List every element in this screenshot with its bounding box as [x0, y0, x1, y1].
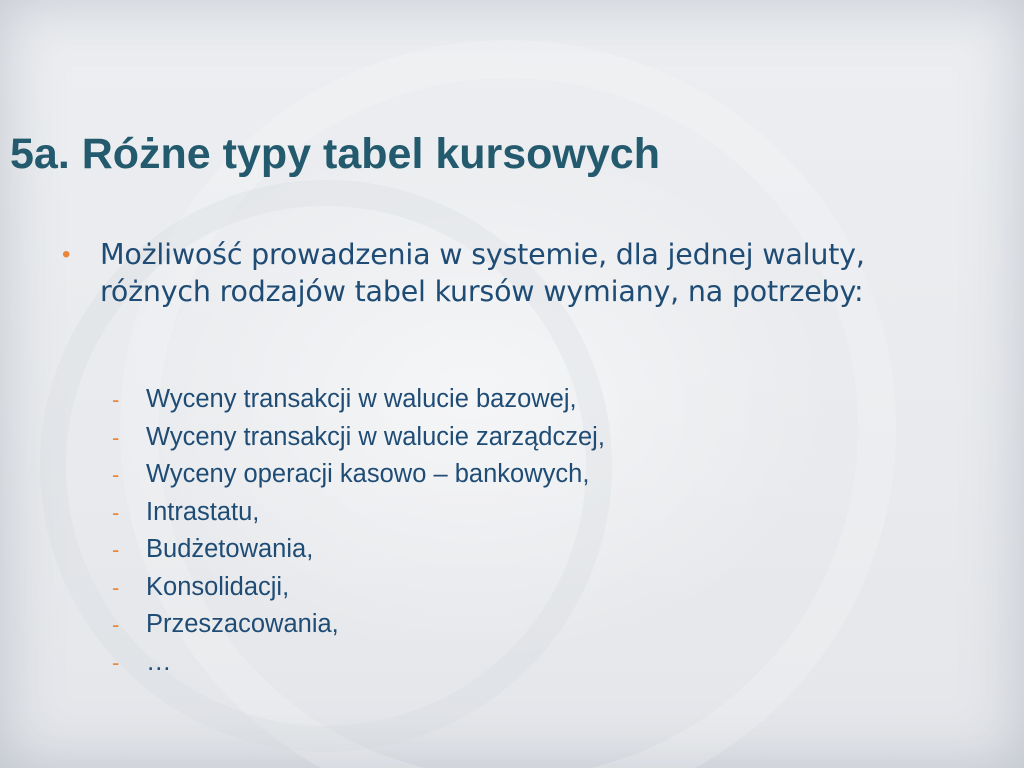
dash-marker: -	[112, 387, 120, 412]
list-item	[112, 610, 605, 648]
dash-marker: -	[112, 649, 120, 675]
list-item-text: Konsolidacji,	[146, 572, 290, 601]
list-item-text: Wyceny operacji kasowo – bankowych,	[146, 460, 590, 488]
sub-list	[112, 385, 605, 685]
list-item	[112, 498, 605, 536]
dash-marker: -	[112, 462, 120, 487]
dash-marker: -	[112, 537, 120, 562]
list-item	[112, 385, 605, 423]
dash-marker: -	[112, 574, 120, 600]
bullet-marker: •	[62, 241, 71, 268]
list-item	[112, 460, 605, 498]
dash-marker: -	[112, 499, 120, 525]
main-bullet-text: Możliwość prowadzenia w systemie, dla jednej waluty, różnych rodzajów tabel kursów wymiany, na potrzeby:	[100, 238, 865, 308]
list-item	[112, 535, 605, 573]
dash-marker: -	[112, 424, 120, 450]
slide-title: 5a. Różne typy tabel kursowych	[10, 130, 660, 178]
list-item-text: Budżetowania,	[146, 535, 314, 563]
list-item	[112, 648, 605, 686]
list-item-text: Wyceny transakcji w walucie zarządczej,	[146, 422, 605, 451]
list-item-text: …	[146, 647, 172, 676]
list-item-text: Intrastatu,	[146, 497, 260, 526]
list-item	[112, 573, 605, 611]
list-item-text: Wyceny transakcji w walucie bazowej,	[146, 385, 577, 413]
main-bullet	[62, 236, 942, 310]
list-item-text: Przeszacowania,	[146, 610, 339, 638]
list-item	[112, 423, 605, 461]
dash-marker: -	[112, 612, 120, 637]
